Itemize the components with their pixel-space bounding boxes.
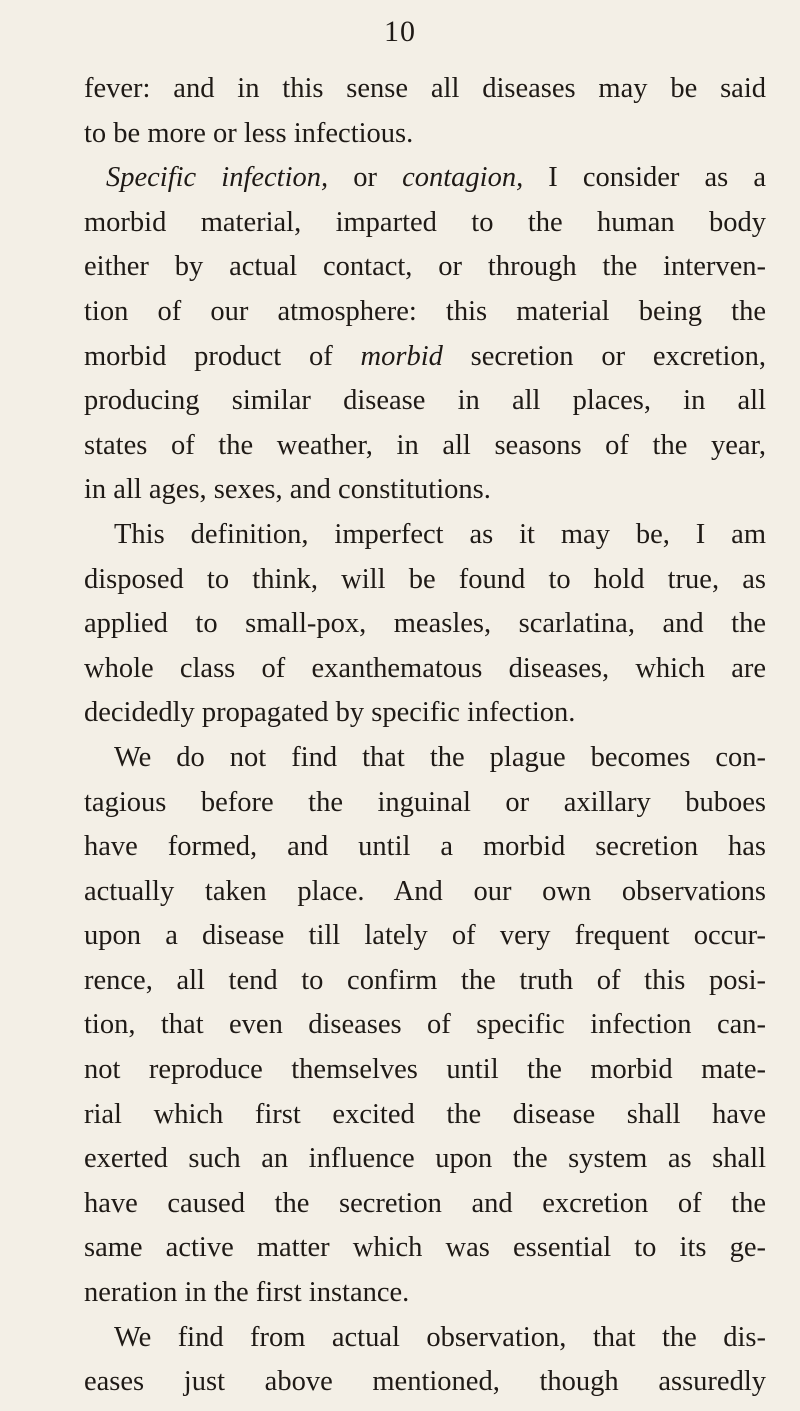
text-line-21: rence, all tend to confirm the truth of this posi- — [84, 964, 766, 996]
text-line-5: either by actual contact, or through the interven- — [84, 251, 766, 283]
text-line-10: in all ages, sexes, and constitutions. — [84, 474, 491, 506]
text-line-24: rial which first excited the disease shall have — [84, 1098, 766, 1130]
text-line-27: same active matter which was essential to its ge- — [84, 1232, 766, 1264]
text-line-12: disposed to think, will be found to hold true, as — [84, 563, 766, 595]
text-line-26: have caused the secretion and excretion of the — [84, 1187, 766, 1219]
text-line-16: We do not find that the plague becomes con- — [114, 741, 766, 773]
text-line-9: states of the weather, in all seasons of the year, — [84, 429, 766, 461]
text-line-18: have formed, and until a morbid secretion has — [84, 831, 766, 863]
text-line-28: neration in the first instance. — [84, 1277, 410, 1309]
italic-morbid: morbid — [360, 340, 443, 372]
text-line-2: to be more or less infectious. — [84, 117, 414, 149]
text-line-19: actually taken place. And our own observations — [84, 875, 766, 907]
body-text — [84, 67, 766, 1405]
text-line-15: decidedly propagated by specific infection. — [84, 697, 576, 729]
text-line-6: tion of our atmosphere: this material being the — [84, 295, 766, 327]
italic-specific-infection: Specific infection, — [106, 162, 329, 194]
text-secretion: secretion or excretion, — [470, 340, 766, 372]
text-consider: I consider as a — [548, 162, 766, 194]
text-line-30: eases just above mentioned, though assuredly — [84, 1366, 766, 1398]
text-line-1: fever: and in this sense all diseases may be said — [84, 73, 766, 104]
text-line-17: tagious before the inguinal or axillary buboes — [84, 786, 766, 818]
text-line-8: producing similar disease in all places, in all — [84, 385, 766, 417]
page-number: 10 — [384, 15, 416, 48]
text-line-23: not reproduce themselves until the morbid mate- — [84, 1054, 766, 1086]
text-line-11: This definition, imperfect as it may be, I am — [114, 518, 766, 550]
italic-contagion: contagion, — [402, 162, 524, 194]
text-line-29: We find from actual observation, that the dis- — [114, 1321, 766, 1353]
text-line-4: morbid material, imparted to the human body — [84, 206, 766, 238]
text-line-3 — [84, 156, 766, 201]
text-line-20: upon a disease till lately of very frequent occur- — [84, 920, 766, 952]
text-line-14: whole class of exanthematous diseases, which are — [84, 652, 766, 684]
text-or: or — [353, 162, 377, 194]
text-line-7 — [84, 335, 766, 380]
text-line-13: applied to small-pox, measles, scarlatina, and the — [84, 608, 766, 640]
text-morbid-product: morbid product of — [84, 340, 333, 372]
text-line-25: exerted such an influence upon the system as shall — [84, 1143, 766, 1175]
text-line-22: tion, that even diseases of specific infection can- — [84, 1009, 766, 1041]
